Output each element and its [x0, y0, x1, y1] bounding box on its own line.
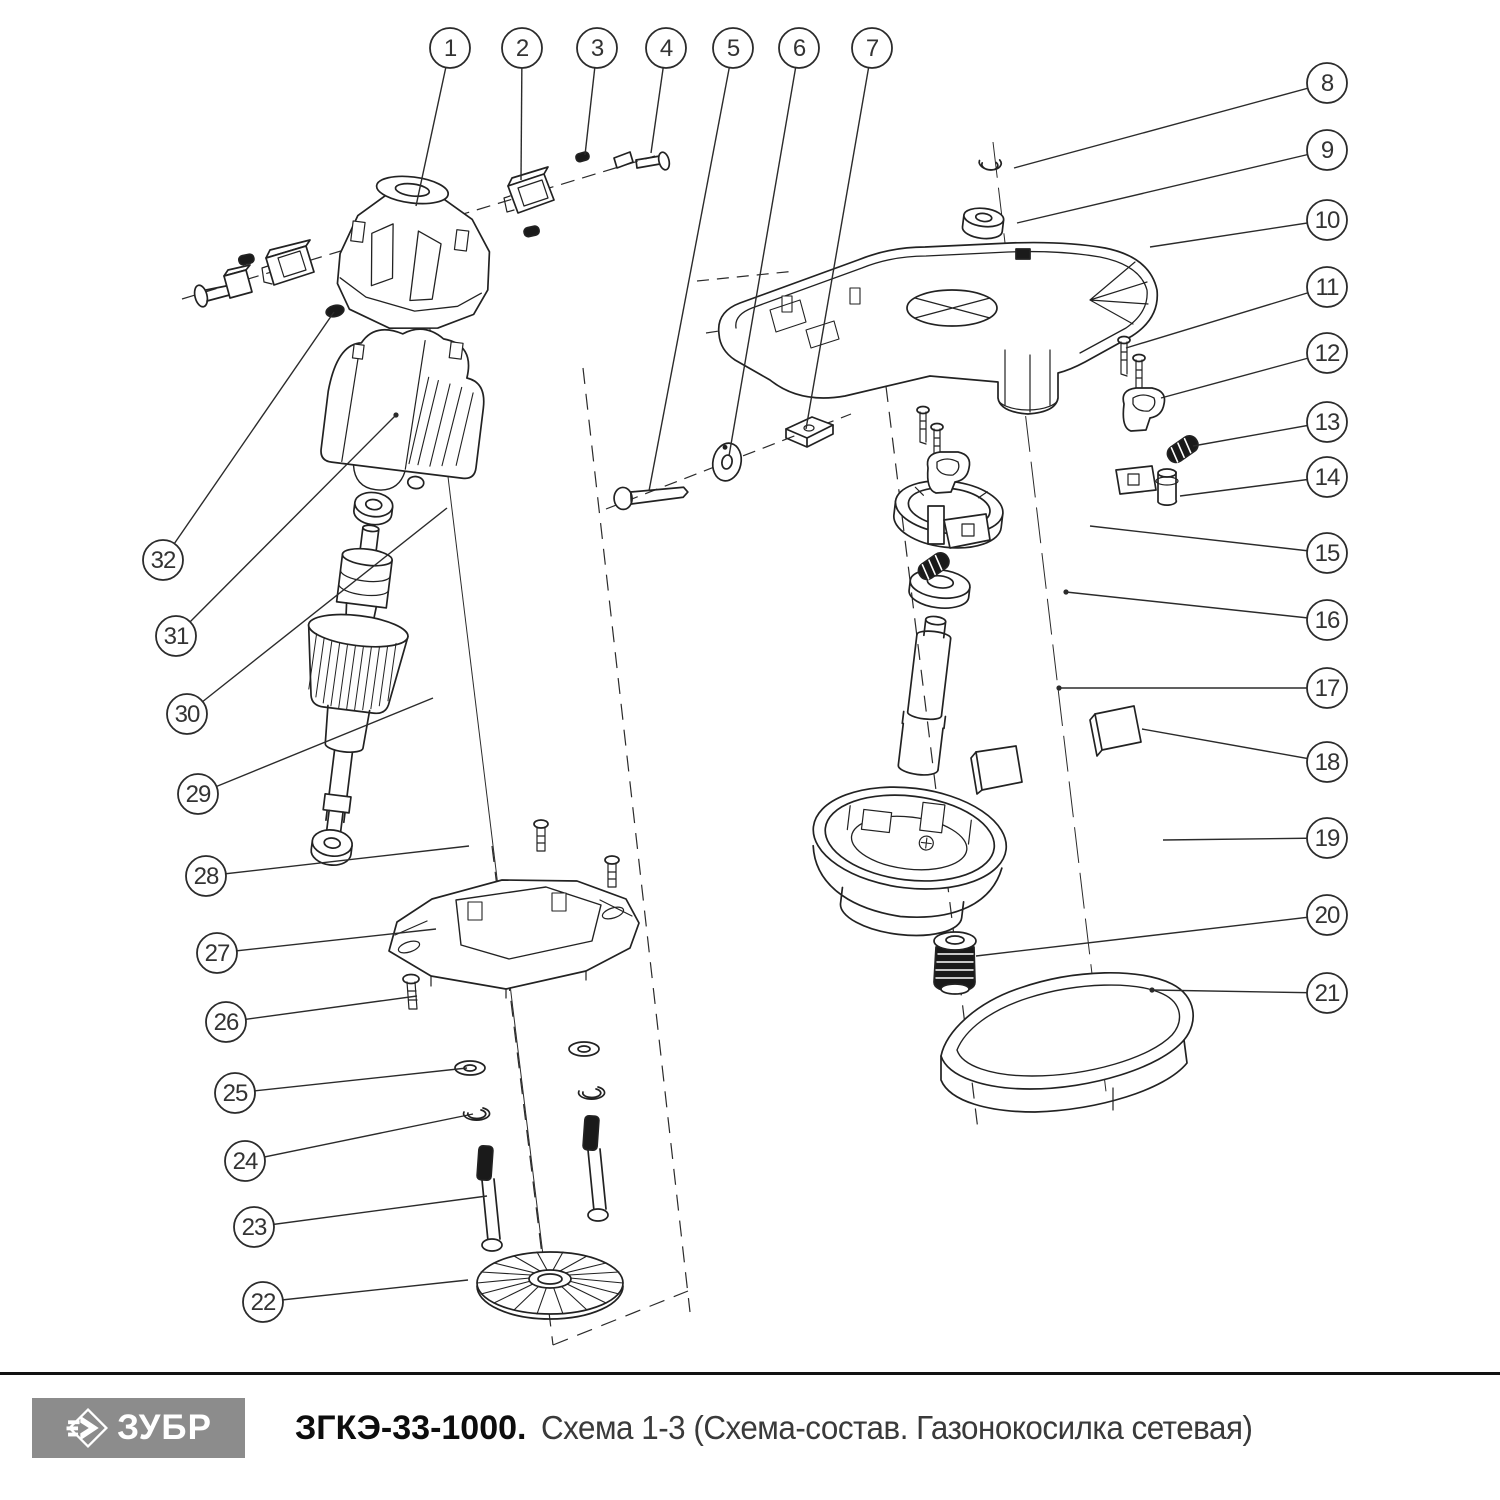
callout-label-28: 28	[193, 863, 219, 890]
part-slide-block	[786, 417, 833, 447]
callout-label-25: 25	[222, 1080, 248, 1107]
part-belt-guard	[941, 973, 1193, 1112]
callout-label-18: 18	[1314, 749, 1340, 776]
callout-label-3: 3	[590, 35, 604, 62]
leader-line-6	[729, 48, 799, 456]
part-deck-housing	[719, 243, 1158, 414]
callout-label-21: 21	[1314, 980, 1340, 1007]
leader-line-19	[1163, 838, 1327, 840]
part-armature	[284, 519, 421, 837]
brand-logo	[32, 1398, 245, 1458]
callout-label-5: 5	[726, 35, 740, 62]
leader-line-9	[1017, 150, 1327, 223]
leader-line-29	[198, 698, 433, 794]
leader-line-24	[245, 1114, 473, 1161]
part-long-bolts	[477, 1116, 608, 1251]
part-motor-housing	[332, 169, 501, 339]
part-threaded-bushing	[934, 932, 976, 994]
leader-line-16	[1066, 592, 1327, 620]
callout-label-12: 12	[1314, 340, 1340, 367]
callout-label-29: 29	[185, 781, 211, 808]
footer-divider	[0, 1372, 1500, 1375]
part-corner-plate-left	[971, 746, 1022, 794]
leader-dot-17	[1056, 685, 1061, 690]
part-cam-clamp-right	[1123, 388, 1164, 431]
callout-label-24: 24	[232, 1148, 258, 1175]
model-number: ЗГКЭ-33-1000.	[295, 1408, 527, 1447]
part-bearing-upper	[352, 490, 394, 526]
callout-label-8: 8	[1320, 70, 1334, 97]
part-motor-mount	[389, 880, 639, 998]
leader-line-32	[163, 312, 334, 560]
leader-line-12	[1161, 353, 1327, 398]
callout-label-17: 17	[1314, 675, 1340, 702]
callout-label-22: 22	[250, 1289, 276, 1316]
part-fan	[477, 1252, 623, 1319]
callout-label-16: 16	[1314, 607, 1340, 634]
leader-line-22	[263, 1280, 468, 1302]
page-title	[295, 1409, 1290, 1448]
part-stator	[317, 319, 492, 502]
leader-line-25	[235, 1068, 467, 1093]
part-circlip-top	[978, 158, 1001, 172]
leader-line-18	[1142, 729, 1327, 762]
leader-dot-31	[393, 412, 398, 417]
part-circlips	[464, 1087, 605, 1120]
callout-label-13: 13	[1314, 409, 1340, 436]
part-deck-screws-right	[1118, 337, 1145, 395]
part-spool-housing	[802, 777, 1012, 946]
callout-label-9: 9	[1320, 137, 1334, 164]
part-bushing-top	[961, 206, 1004, 241]
callout-label-27: 27	[204, 940, 230, 967]
callout-label-30: 30	[174, 701, 200, 728]
leader-line-20	[976, 915, 1327, 956]
callout-label-10: 10	[1314, 207, 1340, 234]
callout-label-20: 20	[1314, 902, 1340, 929]
leader-line-5	[649, 48, 733, 491]
leader-line-15	[1090, 526, 1327, 553]
part-screw-small	[575, 151, 590, 162]
callout-label-31: 31	[163, 623, 189, 650]
callout-label-15: 15	[1314, 540, 1340, 567]
callout-label-26: 26	[213, 1009, 239, 1036]
part-brush-holder-upper	[504, 167, 554, 213]
part-spring-right	[1164, 433, 1201, 466]
callout-label-6: 6	[792, 35, 806, 62]
schema-subtitle: Схема 1-3 (Схема-состав. Газонокосилка сетевая)	[540, 1408, 1253, 1446]
callout-label-19: 19	[1314, 825, 1340, 852]
callout-label-11: 11	[1315, 274, 1339, 301]
zubr-logo-icon	[65, 1405, 111, 1451]
callout-label-23: 23	[241, 1214, 267, 1241]
part-lever-pin	[1116, 466, 1178, 505]
leader-line-10	[1150, 220, 1327, 247]
part-spindle-shaft	[896, 614, 957, 777]
part-bolt	[614, 484, 689, 510]
part-brush-set-left	[193, 240, 314, 308]
leader-line-23	[254, 1196, 487, 1227]
callout-label-1: 1	[443, 35, 457, 62]
part-washer-single	[709, 441, 744, 484]
brand-name: ЗУБР	[117, 1408, 212, 1447]
grommet-32	[325, 303, 345, 318]
leader-line-14	[1180, 477, 1327, 496]
part-corner-plate-right	[1090, 706, 1141, 756]
callout-label-7: 7	[865, 35, 879, 62]
part-washers	[455, 1042, 599, 1075]
footer	[0, 1398, 1500, 1458]
callout-label-32: 32	[150, 547, 176, 574]
leader-line-26	[226, 996, 417, 1022]
leader-dot-16	[1063, 589, 1068, 594]
brush-cap-upper	[523, 225, 540, 237]
callout-label-4: 4	[659, 35, 673, 62]
leader-line-8	[1014, 83, 1327, 168]
leader-dot-21	[1149, 987, 1154, 992]
callout-label-14: 14	[1314, 464, 1340, 491]
callout-label-2: 2	[515, 35, 529, 62]
part-carbon-brush-upper	[614, 151, 671, 171]
